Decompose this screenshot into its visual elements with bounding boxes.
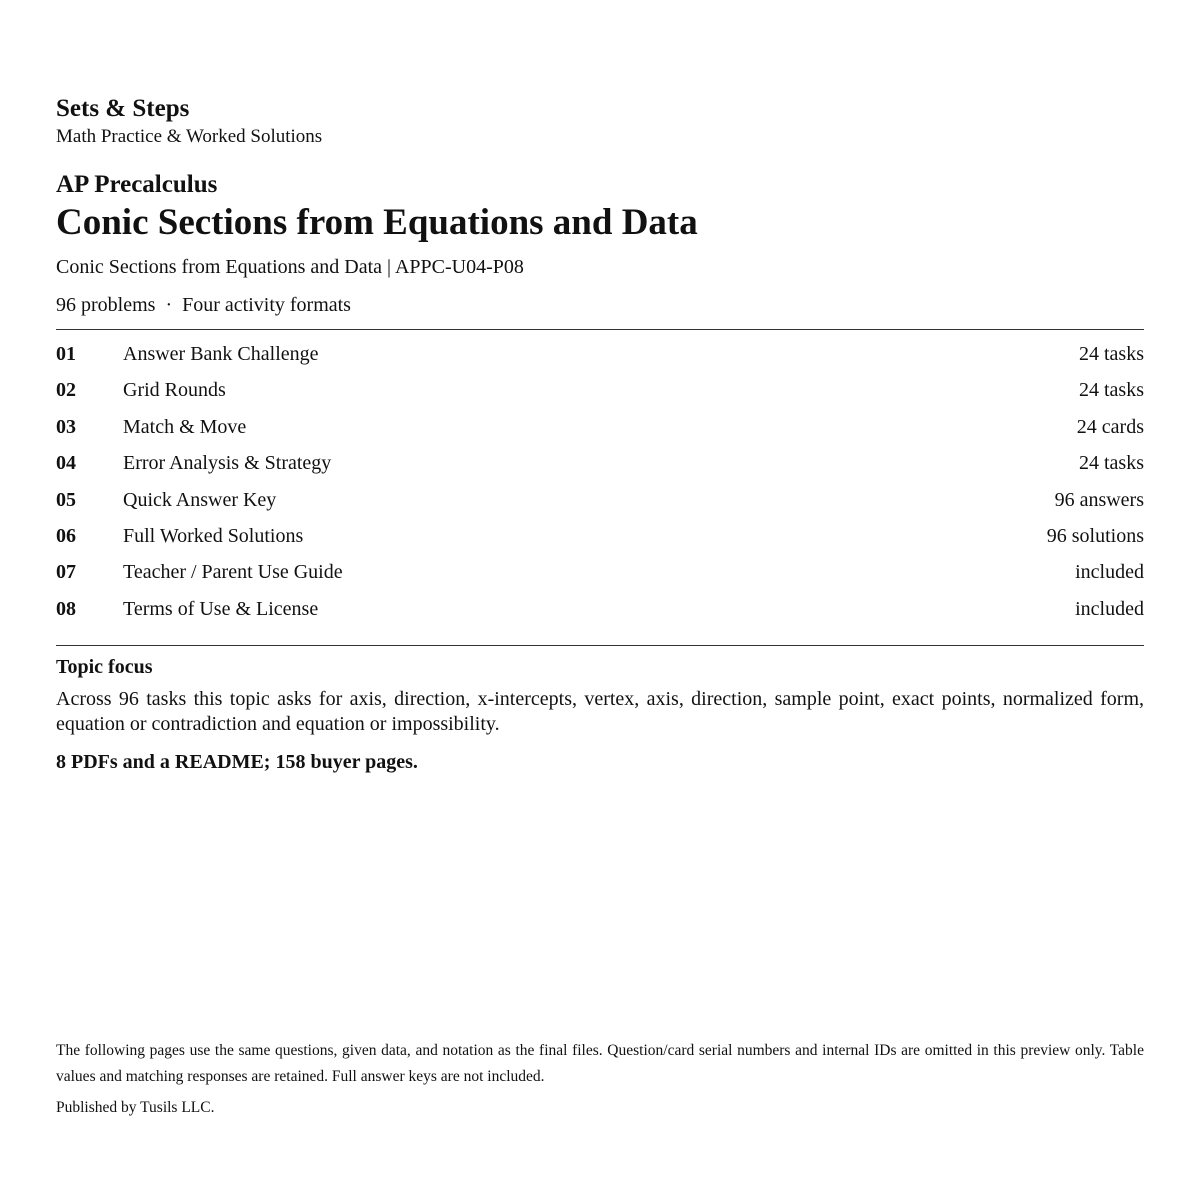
- list-item: [56, 336, 1144, 372]
- list-item: [56, 518, 1144, 554]
- files-summary: 8 PDFs and a README; 158 buyer pages.: [56, 751, 418, 773]
- preview-notice: The following pages use the same questions, given data, and notation as the final files. Question/card serial numbers and internal IDs are omitted in this preview only. Table values and matching responses are retained. Full answer keys are not included.: [56, 1042, 1144, 1085]
- item-number: 08: [56, 597, 76, 620]
- item-count: 24 cards: [1076, 415, 1144, 438]
- item-label: Quick Answer Key: [123, 488, 277, 511]
- brand-tagline: Math Practice & Worked Solutions: [56, 126, 323, 147]
- course-name: AP Precalculus: [56, 171, 218, 198]
- topic-focus-text: Across 96 tasks this topic asks for axis, direction, x-intercepts, vertex, axis, direction, sample point, exact points, normalized form, equation or contradiction and equation or impossibility.: [56, 688, 1144, 735]
- brand-name: Sets & Steps: [56, 95, 190, 122]
- list-item: [56, 445, 1144, 481]
- item-count: included: [1075, 597, 1144, 620]
- item-count: included: [1075, 561, 1144, 584]
- item-label: Answer Bank Challenge: [123, 343, 319, 365]
- item-count: 24 tasks: [1079, 343, 1144, 365]
- item-number: 04: [56, 452, 76, 475]
- item-number: 02: [56, 379, 76, 402]
- contents-list: [56, 336, 1144, 627]
- product-code-line: Conic Sections from Equations and Data | APPC-U04-P08: [56, 256, 524, 278]
- item-count: 24 tasks: [1079, 452, 1144, 475]
- item-count: 96 solutions: [1046, 524, 1144, 547]
- item-label: Error Analysis & Strategy: [123, 452, 332, 475]
- list-item: [56, 409, 1144, 445]
- problem-count: 96 problems: [56, 294, 156, 316]
- summary-separator: ·: [165, 294, 173, 316]
- item-label: Grid Rounds: [123, 379, 226, 402]
- item-label: Full Worked Solutions: [123, 524, 304, 547]
- publisher-line: Published by Tusils LLC.: [56, 1099, 215, 1116]
- product-cover-page: [56, 0, 1144, 1200]
- list-item: [56, 554, 1144, 590]
- list-item: [56, 372, 1144, 408]
- contents-bottom-divider: [56, 645, 1144, 646]
- item-count: 96 answers: [1054, 488, 1144, 511]
- item-number: 05: [56, 488, 76, 511]
- item-count: 24 tasks: [1079, 379, 1144, 402]
- product-summary: [56, 293, 351, 317]
- item-label: Match & Move: [123, 415, 247, 438]
- item-number: 06: [56, 524, 76, 547]
- item-label: Teacher / Parent Use Guide: [123, 561, 343, 584]
- item-number: 07: [56, 561, 76, 584]
- topic-focus-heading: Topic focus: [56, 656, 153, 678]
- item-number: 03: [56, 415, 76, 438]
- activity-formats: Four activity formats: [182, 294, 351, 316]
- list-item: [56, 482, 1144, 518]
- page-title: Conic Sections from Equations and Data: [56, 202, 698, 243]
- contents-top-divider: [56, 329, 1144, 330]
- item-label: Terms of Use & License: [123, 597, 319, 620]
- item-number: 01: [56, 343, 76, 365]
- list-item: [56, 591, 1144, 627]
